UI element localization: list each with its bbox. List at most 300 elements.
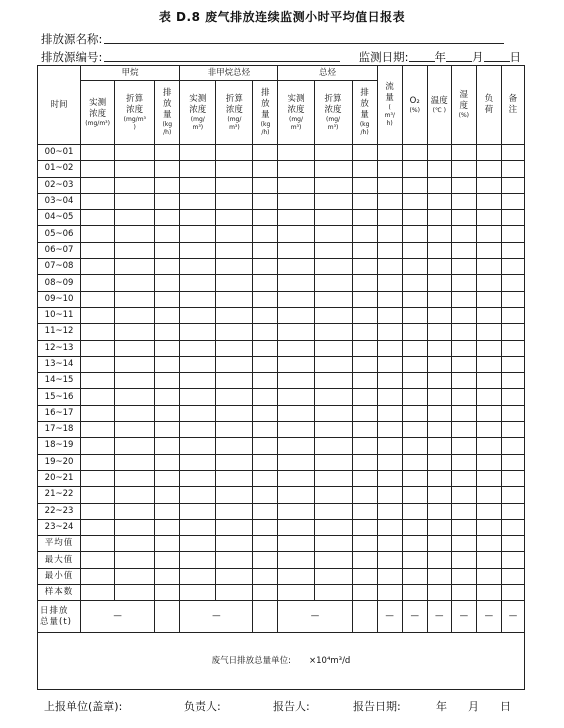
data-cell[interactable] [314, 161, 352, 177]
data-cell[interactable] [81, 536, 115, 552]
data-cell[interactable] [377, 568, 402, 584]
data-cell[interactable] [377, 291, 402, 307]
data-cell[interactable] [377, 177, 402, 193]
data-cell[interactable] [377, 454, 402, 470]
data-cell[interactable] [216, 275, 253, 291]
data-cell[interactable] [155, 161, 180, 177]
data-cell[interactable] [216, 307, 253, 323]
data-cell[interactable] [451, 536, 476, 552]
data-cell[interactable] [377, 161, 402, 177]
data-cell[interactable] [81, 259, 115, 275]
data-cell[interactable] [81, 552, 115, 568]
data-cell[interactable] [377, 503, 402, 519]
data-cell[interactable] [314, 193, 352, 209]
data-cell[interactable] [278, 242, 314, 258]
year-field[interactable] [409, 50, 435, 62]
data-cell[interactable] [155, 356, 180, 372]
data-cell[interactable] [402, 275, 427, 291]
data-cell[interactable] [427, 519, 451, 535]
data-cell[interactable] [476, 259, 501, 275]
data-cell[interactable] [314, 356, 352, 372]
data-cell[interactable] [402, 568, 427, 584]
data-cell[interactable] [216, 145, 253, 161]
data-cell[interactable] [451, 585, 476, 601]
data-cell[interactable] [476, 226, 501, 242]
data-cell[interactable] [278, 585, 314, 601]
data-cell[interactable] [451, 487, 476, 503]
data-cell[interactable] [451, 373, 476, 389]
data-cell[interactable] [402, 503, 427, 519]
data-cell[interactable] [451, 552, 476, 568]
data-cell[interactable] [115, 519, 155, 535]
data-cell[interactable] [377, 552, 402, 568]
data-cell[interactable] [155, 470, 180, 486]
data-cell[interactable] [278, 568, 314, 584]
data-cell[interactable] [427, 340, 451, 356]
data-cell[interactable] [352, 454, 377, 470]
data-cell[interactable] [253, 454, 278, 470]
data-cell[interactable] [278, 356, 314, 372]
data-cell[interactable] [352, 438, 377, 454]
data-cell[interactable] [115, 389, 155, 405]
data-cell[interactable] [314, 242, 352, 258]
data-cell[interactable] [81, 242, 115, 258]
data-cell[interactable] [402, 405, 427, 421]
data-cell[interactable] [155, 373, 180, 389]
data-cell[interactable] [402, 226, 427, 242]
data-cell[interactable] [216, 177, 253, 193]
data-cell[interactable] [402, 161, 427, 177]
data-cell[interactable] [476, 177, 501, 193]
data-cell[interactable] [81, 373, 115, 389]
data-cell[interactable] [155, 259, 180, 275]
data-cell[interactable] [81, 438, 115, 454]
data-cell[interactable] [314, 275, 352, 291]
data-cell[interactable] [427, 291, 451, 307]
data-cell[interactable] [180, 356, 216, 372]
data-cell[interactable] [155, 389, 180, 405]
data-cell[interactable] [377, 373, 402, 389]
data-cell[interactable] [476, 536, 501, 552]
data-cell[interactable] [476, 422, 501, 438]
data-cell[interactable] [115, 422, 155, 438]
data-cell[interactable] [402, 373, 427, 389]
data-cell[interactable] [501, 291, 524, 307]
data-cell[interactable] [81, 356, 115, 372]
month-field[interactable] [446, 50, 472, 62]
data-cell[interactable] [216, 373, 253, 389]
data-cell[interactable] [427, 356, 451, 372]
data-cell[interactable] [377, 487, 402, 503]
data-cell[interactable] [476, 373, 501, 389]
data-cell[interactable] [216, 161, 253, 177]
data-cell[interactable] [501, 373, 524, 389]
data-cell[interactable] [314, 373, 352, 389]
data-cell[interactable] [451, 405, 476, 421]
data-cell[interactable] [314, 291, 352, 307]
data-cell[interactable] [216, 242, 253, 258]
data-cell[interactable] [314, 454, 352, 470]
data-cell[interactable] [115, 585, 155, 601]
data-cell[interactable] [115, 568, 155, 584]
data-cell[interactable] [377, 340, 402, 356]
data-cell[interactable] [115, 356, 155, 372]
data-cell[interactable] [402, 210, 427, 226]
data-cell[interactable] [352, 568, 377, 584]
data-cell[interactable] [451, 210, 476, 226]
data-cell[interactable] [451, 470, 476, 486]
data-cell[interactable] [427, 226, 451, 242]
data-cell[interactable] [451, 422, 476, 438]
data-cell[interactable] [352, 145, 377, 161]
data-cell[interactable] [180, 552, 216, 568]
data-cell[interactable] [278, 454, 314, 470]
data-cell[interactable] [501, 422, 524, 438]
data-cell[interactable] [451, 340, 476, 356]
data-cell[interactable] [81, 291, 115, 307]
data-cell[interactable] [314, 585, 352, 601]
data-cell[interactable] [427, 405, 451, 421]
data-cell[interactable] [278, 470, 314, 486]
data-cell[interactable] [155, 242, 180, 258]
data-cell[interactable] [278, 340, 314, 356]
data-cell[interactable] [253, 193, 278, 209]
data-cell[interactable] [115, 226, 155, 242]
day-field[interactable] [484, 50, 510, 62]
data-cell[interactable] [402, 389, 427, 405]
data-cell[interactable] [501, 536, 524, 552]
data-cell[interactable] [451, 145, 476, 161]
data-cell[interactable] [115, 259, 155, 275]
data-cell[interactable] [314, 536, 352, 552]
data-cell[interactable] [81, 470, 115, 486]
data-cell[interactable] [180, 210, 216, 226]
data-cell[interactable] [377, 324, 402, 340]
data-cell[interactable] [155, 585, 180, 601]
data-cell[interactable] [314, 259, 352, 275]
data-cell[interactable] [476, 193, 501, 209]
data-cell[interactable] [253, 177, 278, 193]
data-cell[interactable] [81, 422, 115, 438]
data-cell[interactable] [314, 405, 352, 421]
data-cell[interactable] [278, 275, 314, 291]
data-cell[interactable] [180, 422, 216, 438]
data-cell[interactable] [216, 503, 253, 519]
data-cell[interactable] [81, 519, 115, 535]
data-cell[interactable] [352, 161, 377, 177]
data-cell[interactable] [501, 470, 524, 486]
data-cell[interactable] [115, 177, 155, 193]
data-cell[interactable] [278, 259, 314, 275]
data-cell[interactable] [476, 340, 501, 356]
data-cell[interactable] [155, 536, 180, 552]
data-cell[interactable] [180, 438, 216, 454]
data-cell[interactable] [402, 242, 427, 258]
data-cell[interactable] [278, 210, 314, 226]
data-cell[interactable] [216, 210, 253, 226]
data-cell[interactable] [352, 519, 377, 535]
data-cell[interactable] [81, 193, 115, 209]
data-cell[interactable] [501, 552, 524, 568]
data-cell[interactable] [402, 145, 427, 161]
data-cell[interactable] [314, 307, 352, 323]
data-cell[interactable] [253, 389, 278, 405]
data-cell[interactable] [314, 389, 352, 405]
data-cell[interactable] [427, 503, 451, 519]
data-cell[interactable] [216, 324, 253, 340]
data-cell[interactable] [352, 422, 377, 438]
data-cell[interactable] [352, 503, 377, 519]
data-cell[interactable] [402, 487, 427, 503]
data-cell[interactable] [352, 259, 377, 275]
data-cell[interactable] [155, 487, 180, 503]
data-cell[interactable] [402, 438, 427, 454]
data-cell[interactable] [427, 438, 451, 454]
data-cell[interactable] [314, 503, 352, 519]
data-cell[interactable] [180, 275, 216, 291]
data-cell[interactable] [155, 145, 180, 161]
data-cell[interactable] [180, 487, 216, 503]
data-cell[interactable] [402, 193, 427, 209]
data-cell[interactable] [501, 356, 524, 372]
data-cell[interactable] [427, 470, 451, 486]
data-cell[interactable] [180, 373, 216, 389]
data-cell[interactable] [216, 193, 253, 209]
data-cell[interactable] [427, 536, 451, 552]
data-cell[interactable] [501, 585, 524, 601]
data-cell[interactable] [427, 145, 451, 161]
data-cell[interactable] [253, 470, 278, 486]
data-cell[interactable] [451, 519, 476, 535]
data-cell[interactable] [155, 177, 180, 193]
data-cell[interactable] [216, 585, 253, 601]
data-cell[interactable] [314, 568, 352, 584]
data-cell[interactable] [81, 307, 115, 323]
data-cell[interactable] [216, 405, 253, 421]
data-cell[interactable] [155, 519, 180, 535]
data-cell[interactable] [216, 552, 253, 568]
data-cell[interactable] [216, 487, 253, 503]
data-cell[interactable] [377, 242, 402, 258]
data-cell[interactable] [278, 438, 314, 454]
data-cell[interactable] [216, 422, 253, 438]
data-cell[interactable] [402, 552, 427, 568]
data-cell[interactable] [427, 324, 451, 340]
data-cell[interactable] [501, 210, 524, 226]
data-cell[interactable] [476, 324, 501, 340]
data-cell[interactable] [155, 324, 180, 340]
data-cell[interactable] [377, 519, 402, 535]
data-cell[interactable] [180, 307, 216, 323]
data-cell[interactable] [81, 177, 115, 193]
data-cell[interactable] [180, 519, 216, 535]
data-cell[interactable] [81, 340, 115, 356]
data-cell[interactable] [402, 307, 427, 323]
data-cell[interactable] [314, 470, 352, 486]
data-cell[interactable] [314, 340, 352, 356]
data-cell[interactable] [115, 536, 155, 552]
data-cell[interactable] [402, 536, 427, 552]
data-cell[interactable] [427, 373, 451, 389]
data-cell[interactable] [402, 470, 427, 486]
data-cell[interactable] [476, 356, 501, 372]
data-cell[interactable] [180, 242, 216, 258]
data-cell[interactable] [253, 422, 278, 438]
data-cell[interactable] [476, 487, 501, 503]
data-cell[interactable] [451, 438, 476, 454]
data-cell[interactable] [278, 389, 314, 405]
data-cell[interactable] [155, 454, 180, 470]
data-cell[interactable] [115, 405, 155, 421]
data-cell[interactable] [501, 259, 524, 275]
data-cell[interactable] [501, 405, 524, 421]
data-cell[interactable] [216, 340, 253, 356]
data-cell[interactable] [352, 275, 377, 291]
data-cell[interactable] [115, 193, 155, 209]
data-cell[interactable] [352, 552, 377, 568]
data-cell[interactable] [155, 552, 180, 568]
data-cell[interactable] [501, 307, 524, 323]
data-cell[interactable] [352, 177, 377, 193]
data-cell[interactable] [451, 503, 476, 519]
data-cell[interactable] [501, 193, 524, 209]
data-cell[interactable] [501, 145, 524, 161]
data-cell[interactable] [115, 275, 155, 291]
data-cell[interactable] [253, 340, 278, 356]
data-cell[interactable] [253, 503, 278, 519]
data-cell[interactable] [155, 307, 180, 323]
data-cell[interactable] [427, 454, 451, 470]
data-cell[interactable] [81, 487, 115, 503]
data-cell[interactable] [352, 356, 377, 372]
data-cell[interactable] [253, 568, 278, 584]
data-cell[interactable] [352, 585, 377, 601]
data-cell[interactable] [501, 275, 524, 291]
data-cell[interactable] [180, 568, 216, 584]
data-cell[interactable] [476, 438, 501, 454]
data-cell[interactable] [377, 275, 402, 291]
data-cell[interactable] [451, 242, 476, 258]
data-cell[interactable] [377, 536, 402, 552]
data-cell[interactable] [352, 226, 377, 242]
data-cell[interactable] [476, 242, 501, 258]
data-cell[interactable] [476, 291, 501, 307]
data-cell[interactable] [501, 324, 524, 340]
data-cell[interactable] [115, 487, 155, 503]
data-cell[interactable] [501, 177, 524, 193]
data-cell[interactable] [115, 340, 155, 356]
data-cell[interactable] [377, 585, 402, 601]
data-cell[interactable] [451, 259, 476, 275]
data-cell[interactable] [180, 177, 216, 193]
data-cell[interactable] [402, 291, 427, 307]
data-cell[interactable] [402, 177, 427, 193]
data-cell[interactable] [476, 503, 501, 519]
data-cell[interactable] [180, 340, 216, 356]
data-cell[interactable] [180, 454, 216, 470]
data-cell[interactable] [180, 389, 216, 405]
data-cell[interactable] [501, 487, 524, 503]
data-cell[interactable] [278, 226, 314, 242]
data-cell[interactable] [81, 226, 115, 242]
data-cell[interactable] [155, 226, 180, 242]
data-cell[interactable] [155, 275, 180, 291]
data-cell[interactable] [81, 454, 115, 470]
data-cell[interactable] [216, 454, 253, 470]
data-cell[interactable] [278, 161, 314, 177]
data-cell[interactable] [115, 161, 155, 177]
data-cell[interactable] [427, 193, 451, 209]
data-cell[interactable] [278, 405, 314, 421]
data-cell[interactable] [253, 536, 278, 552]
data-cell[interactable] [216, 438, 253, 454]
data-cell[interactable] [115, 454, 155, 470]
data-cell[interactable] [476, 210, 501, 226]
data-cell[interactable] [314, 438, 352, 454]
data-cell[interactable] [352, 487, 377, 503]
data-cell[interactable] [115, 373, 155, 389]
data-cell[interactable] [427, 568, 451, 584]
data-cell[interactable] [155, 503, 180, 519]
data-cell[interactable] [352, 389, 377, 405]
data-cell[interactable] [81, 275, 115, 291]
data-cell[interactable] [476, 145, 501, 161]
data-cell[interactable] [278, 193, 314, 209]
data-cell[interactable] [427, 422, 451, 438]
data-cell[interactable] [314, 145, 352, 161]
data-cell[interactable] [476, 470, 501, 486]
data-cell[interactable] [278, 503, 314, 519]
data-cell[interactable] [253, 438, 278, 454]
data-cell[interactable] [451, 568, 476, 584]
data-cell[interactable] [476, 568, 501, 584]
data-cell[interactable] [427, 259, 451, 275]
data-cell[interactable] [180, 503, 216, 519]
data-cell[interactable] [476, 585, 501, 601]
data-cell[interactable] [402, 324, 427, 340]
data-cell[interactable] [402, 422, 427, 438]
data-cell[interactable] [278, 373, 314, 389]
data-cell[interactable] [476, 405, 501, 421]
data-cell[interactable] [180, 585, 216, 601]
data-cell[interactable] [377, 422, 402, 438]
data-cell[interactable] [352, 470, 377, 486]
data-cell[interactable] [253, 275, 278, 291]
data-cell[interactable] [253, 226, 278, 242]
data-cell[interactable] [314, 519, 352, 535]
data-cell[interactable] [501, 454, 524, 470]
data-cell[interactable] [352, 373, 377, 389]
data-cell[interactable] [501, 519, 524, 535]
data-cell[interactable] [253, 552, 278, 568]
data-cell[interactable] [476, 389, 501, 405]
data-cell[interactable] [81, 405, 115, 421]
data-cell[interactable] [377, 210, 402, 226]
data-cell[interactable] [180, 226, 216, 242]
data-cell[interactable] [352, 405, 377, 421]
data-cell[interactable] [451, 389, 476, 405]
data-cell[interactable] [253, 356, 278, 372]
data-cell[interactable] [314, 487, 352, 503]
data-cell[interactable] [377, 470, 402, 486]
data-cell[interactable] [216, 356, 253, 372]
data-cell[interactable] [180, 193, 216, 209]
data-cell[interactable] [115, 242, 155, 258]
data-cell[interactable] [253, 291, 278, 307]
data-cell[interactable] [115, 145, 155, 161]
data-cell[interactable] [155, 340, 180, 356]
data-cell[interactable] [451, 177, 476, 193]
